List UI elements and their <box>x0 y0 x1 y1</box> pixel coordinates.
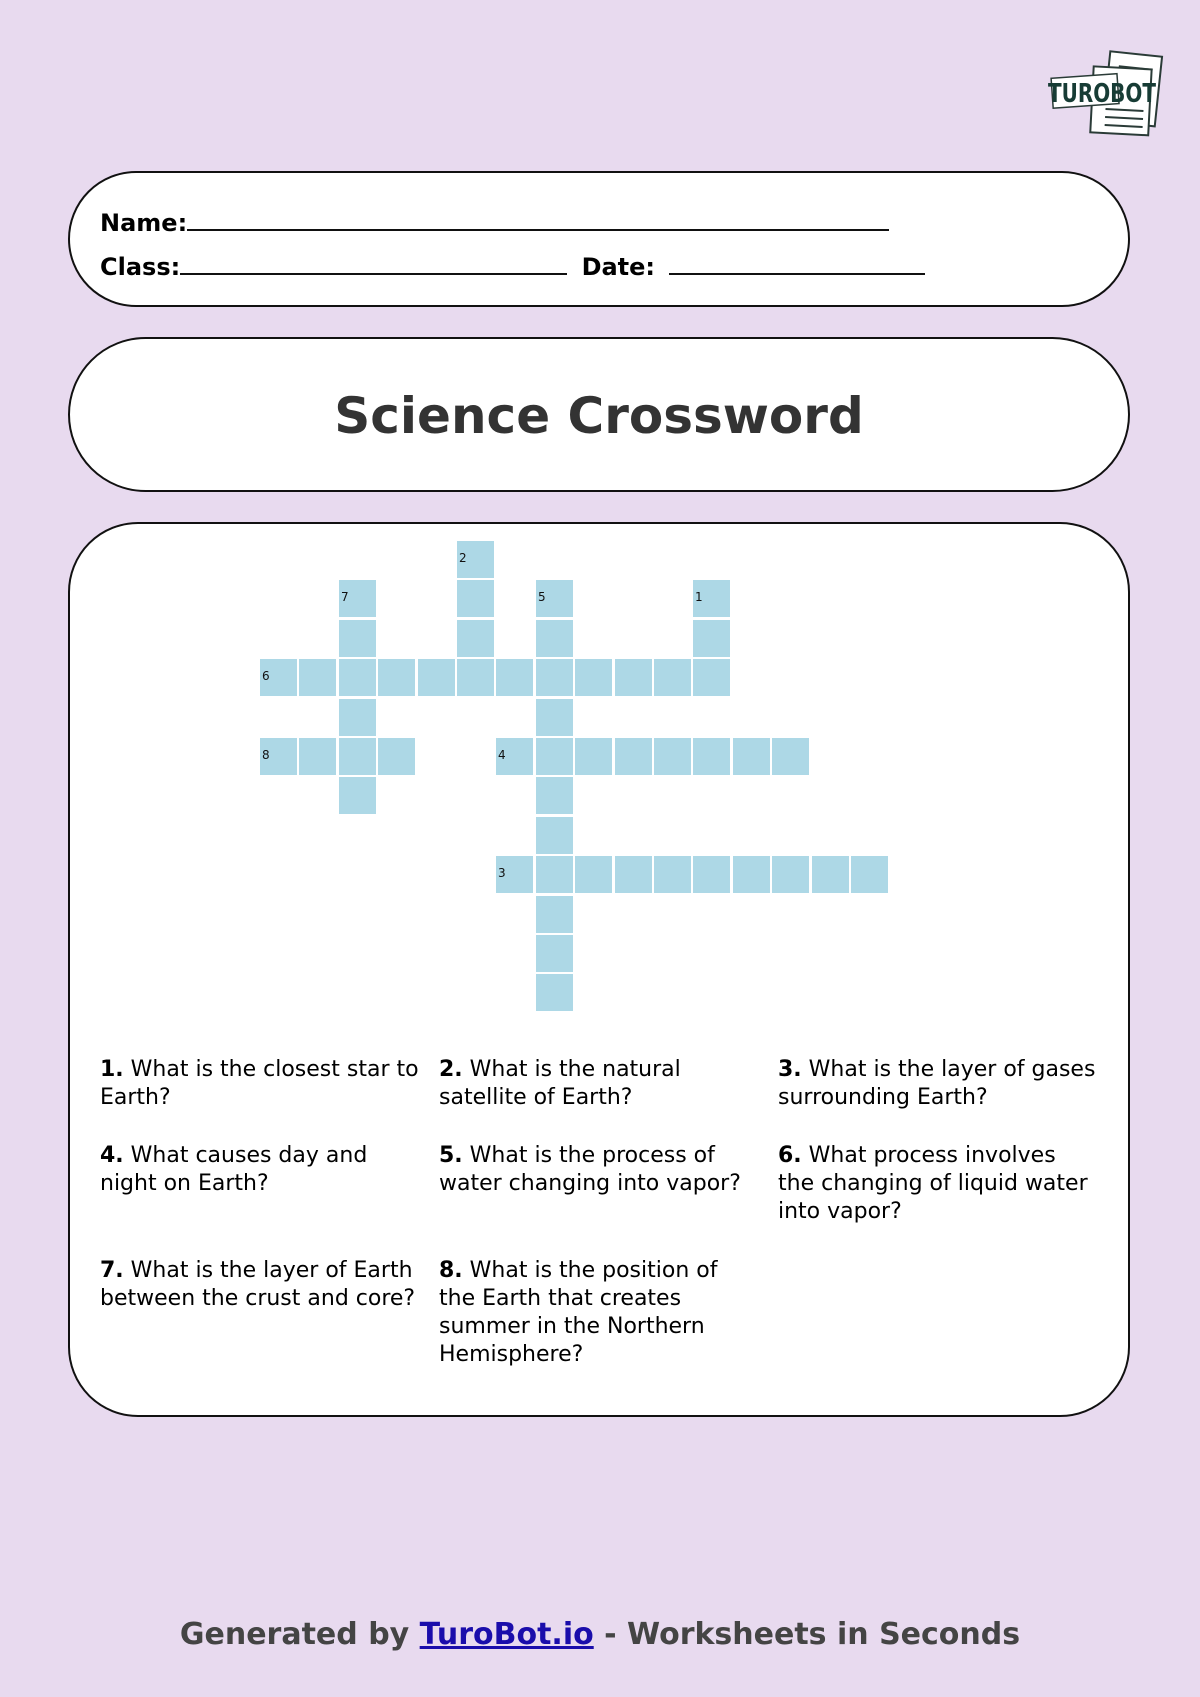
footer-prefix: Generated by <box>179 1617 420 1652</box>
footer <box>0 1617 1200 1652</box>
crossword-cell[interactable] <box>339 620 376 657</box>
cell-number: 3 <box>498 866 506 880</box>
clue-8 <box>439 1257 759 1369</box>
crossword-cell[interactable] <box>339 738 376 775</box>
clue-text: What is the closest star to Earth? <box>100 1057 419 1110</box>
cell-number: 4 <box>498 748 506 762</box>
crossword-cell[interactable] <box>496 659 533 696</box>
crossword-panel <box>68 522 1130 1417</box>
crossword-cell[interactable] <box>536 974 573 1011</box>
crossword-cell[interactable] <box>693 580 730 617</box>
clue-number: 7. <box>100 1258 124 1283</box>
crossword-cell[interactable] <box>693 856 730 893</box>
cell-number: 1 <box>695 590 703 604</box>
clue-number: 4. <box>100 1143 124 1168</box>
name-line[interactable] <box>187 209 889 231</box>
date-line[interactable] <box>669 253 925 275</box>
crossword-cell[interactable] <box>339 777 376 814</box>
crossword-cell[interactable] <box>693 659 730 696</box>
crossword-cell[interactable] <box>299 659 336 696</box>
clue-number: 3. <box>778 1057 802 1082</box>
crossword-cell[interactable] <box>536 699 573 736</box>
clue-text: What causes day and night on Earth? <box>100 1143 368 1196</box>
clue-6 <box>778 1142 1098 1226</box>
clue-7 <box>100 1257 420 1313</box>
clue-1 <box>100 1056 420 1112</box>
crossword-cell[interactable] <box>536 580 573 617</box>
cell-number: 6 <box>262 669 270 683</box>
crossword-cell[interactable] <box>457 659 494 696</box>
crossword-cell[interactable] <box>260 738 297 775</box>
class-line[interactable] <box>180 253 567 275</box>
clue-text: What is the layer of Earth between the crust and core? <box>100 1258 416 1311</box>
turobot-logo <box>1044 50 1168 138</box>
crossword-cell[interactable] <box>536 620 573 657</box>
crossword-cell[interactable] <box>457 580 494 617</box>
student-info-panel <box>68 171 1130 307</box>
name-label: Name: <box>100 209 188 237</box>
crossword-cell[interactable] <box>615 738 652 775</box>
cell-number: 5 <box>538 590 546 604</box>
class-label: Class: <box>100 253 181 281</box>
clue-text: What process involves the changing of liquid water into vapor? <box>778 1143 1088 1224</box>
clue-number: 1. <box>100 1057 124 1082</box>
crossword-cell[interactable] <box>536 856 573 893</box>
crossword-cell[interactable] <box>851 856 888 893</box>
crossword-cell[interactable] <box>575 738 612 775</box>
title-panel <box>68 337 1130 492</box>
crossword-cell[interactable] <box>536 659 573 696</box>
crossword-cell[interactable] <box>812 856 849 893</box>
crossword-cell[interactable] <box>615 659 652 696</box>
clue-2 <box>439 1056 759 1112</box>
class-date-row <box>100 253 925 281</box>
crossword-cell[interactable] <box>378 659 415 696</box>
clue-number: 5. <box>439 1143 463 1168</box>
crossword-cell[interactable] <box>772 856 809 893</box>
crossword-cell[interactable] <box>457 620 494 657</box>
clue-text: What is the natural satellite of Earth? <box>439 1057 681 1110</box>
crossword-cell[interactable] <box>339 699 376 736</box>
crossword-cell[interactable] <box>772 738 809 775</box>
crossword-cell[interactable] <box>457 541 494 578</box>
crossword-cell[interactable] <box>654 659 691 696</box>
crossword-cell[interactable] <box>733 738 770 775</box>
crossword-cell[interactable] <box>536 935 573 972</box>
crossword-cell[interactable] <box>496 738 533 775</box>
clue-text: What is the position of the Earth that creates summer in the Northern Hemisphere? <box>439 1258 718 1367</box>
footer-suffix: - Worksheets in Seconds <box>593 1617 1021 1652</box>
crossword-cell[interactable] <box>615 856 652 893</box>
crossword-cell[interactable] <box>418 659 455 696</box>
logo-wordmark: TUROBOT <box>1048 79 1157 109</box>
crossword-cell[interactable] <box>536 896 573 933</box>
crossword-cell[interactable] <box>536 817 573 854</box>
crossword-cell[interactable] <box>260 659 297 696</box>
crossword-cell[interactable] <box>733 856 770 893</box>
name-row <box>100 209 889 237</box>
crossword-cell[interactable] <box>654 738 691 775</box>
clue-number: 6. <box>778 1143 802 1168</box>
clue-3 <box>778 1056 1098 1112</box>
clue-5 <box>439 1142 759 1198</box>
date-label: Date: <box>581 253 656 281</box>
clue-number: 8. <box>439 1258 463 1283</box>
page-title: Science Crossword <box>334 387 864 445</box>
crossword-cell[interactable] <box>575 856 612 893</box>
clue-number: 2. <box>439 1057 463 1082</box>
crossword-cell[interactable] <box>378 738 415 775</box>
crossword-cell[interactable] <box>575 659 612 696</box>
crossword-cell[interactable] <box>299 738 336 775</box>
clue-text: What is the process of water changing into vapor? <box>439 1143 741 1196</box>
crossword-cell[interactable] <box>536 738 573 775</box>
crossword-cell[interactable] <box>339 580 376 617</box>
crossword-cell[interactable] <box>693 738 730 775</box>
crossword-cell[interactable] <box>654 856 691 893</box>
crossword-cell[interactable] <box>536 777 573 814</box>
crossword-cell[interactable] <box>496 856 533 893</box>
clue-4 <box>100 1142 420 1198</box>
crossword-cell[interactable] <box>693 620 730 657</box>
cell-number: 7 <box>341 590 349 604</box>
cell-number: 2 <box>459 551 467 565</box>
crossword-cell[interactable] <box>339 659 376 696</box>
turobot-link[interactable]: TuroBot.io <box>419 1617 594 1652</box>
clue-text: What is the layer of gases surrounding Earth? <box>778 1057 1096 1110</box>
cell-number: 8 <box>262 748 270 762</box>
